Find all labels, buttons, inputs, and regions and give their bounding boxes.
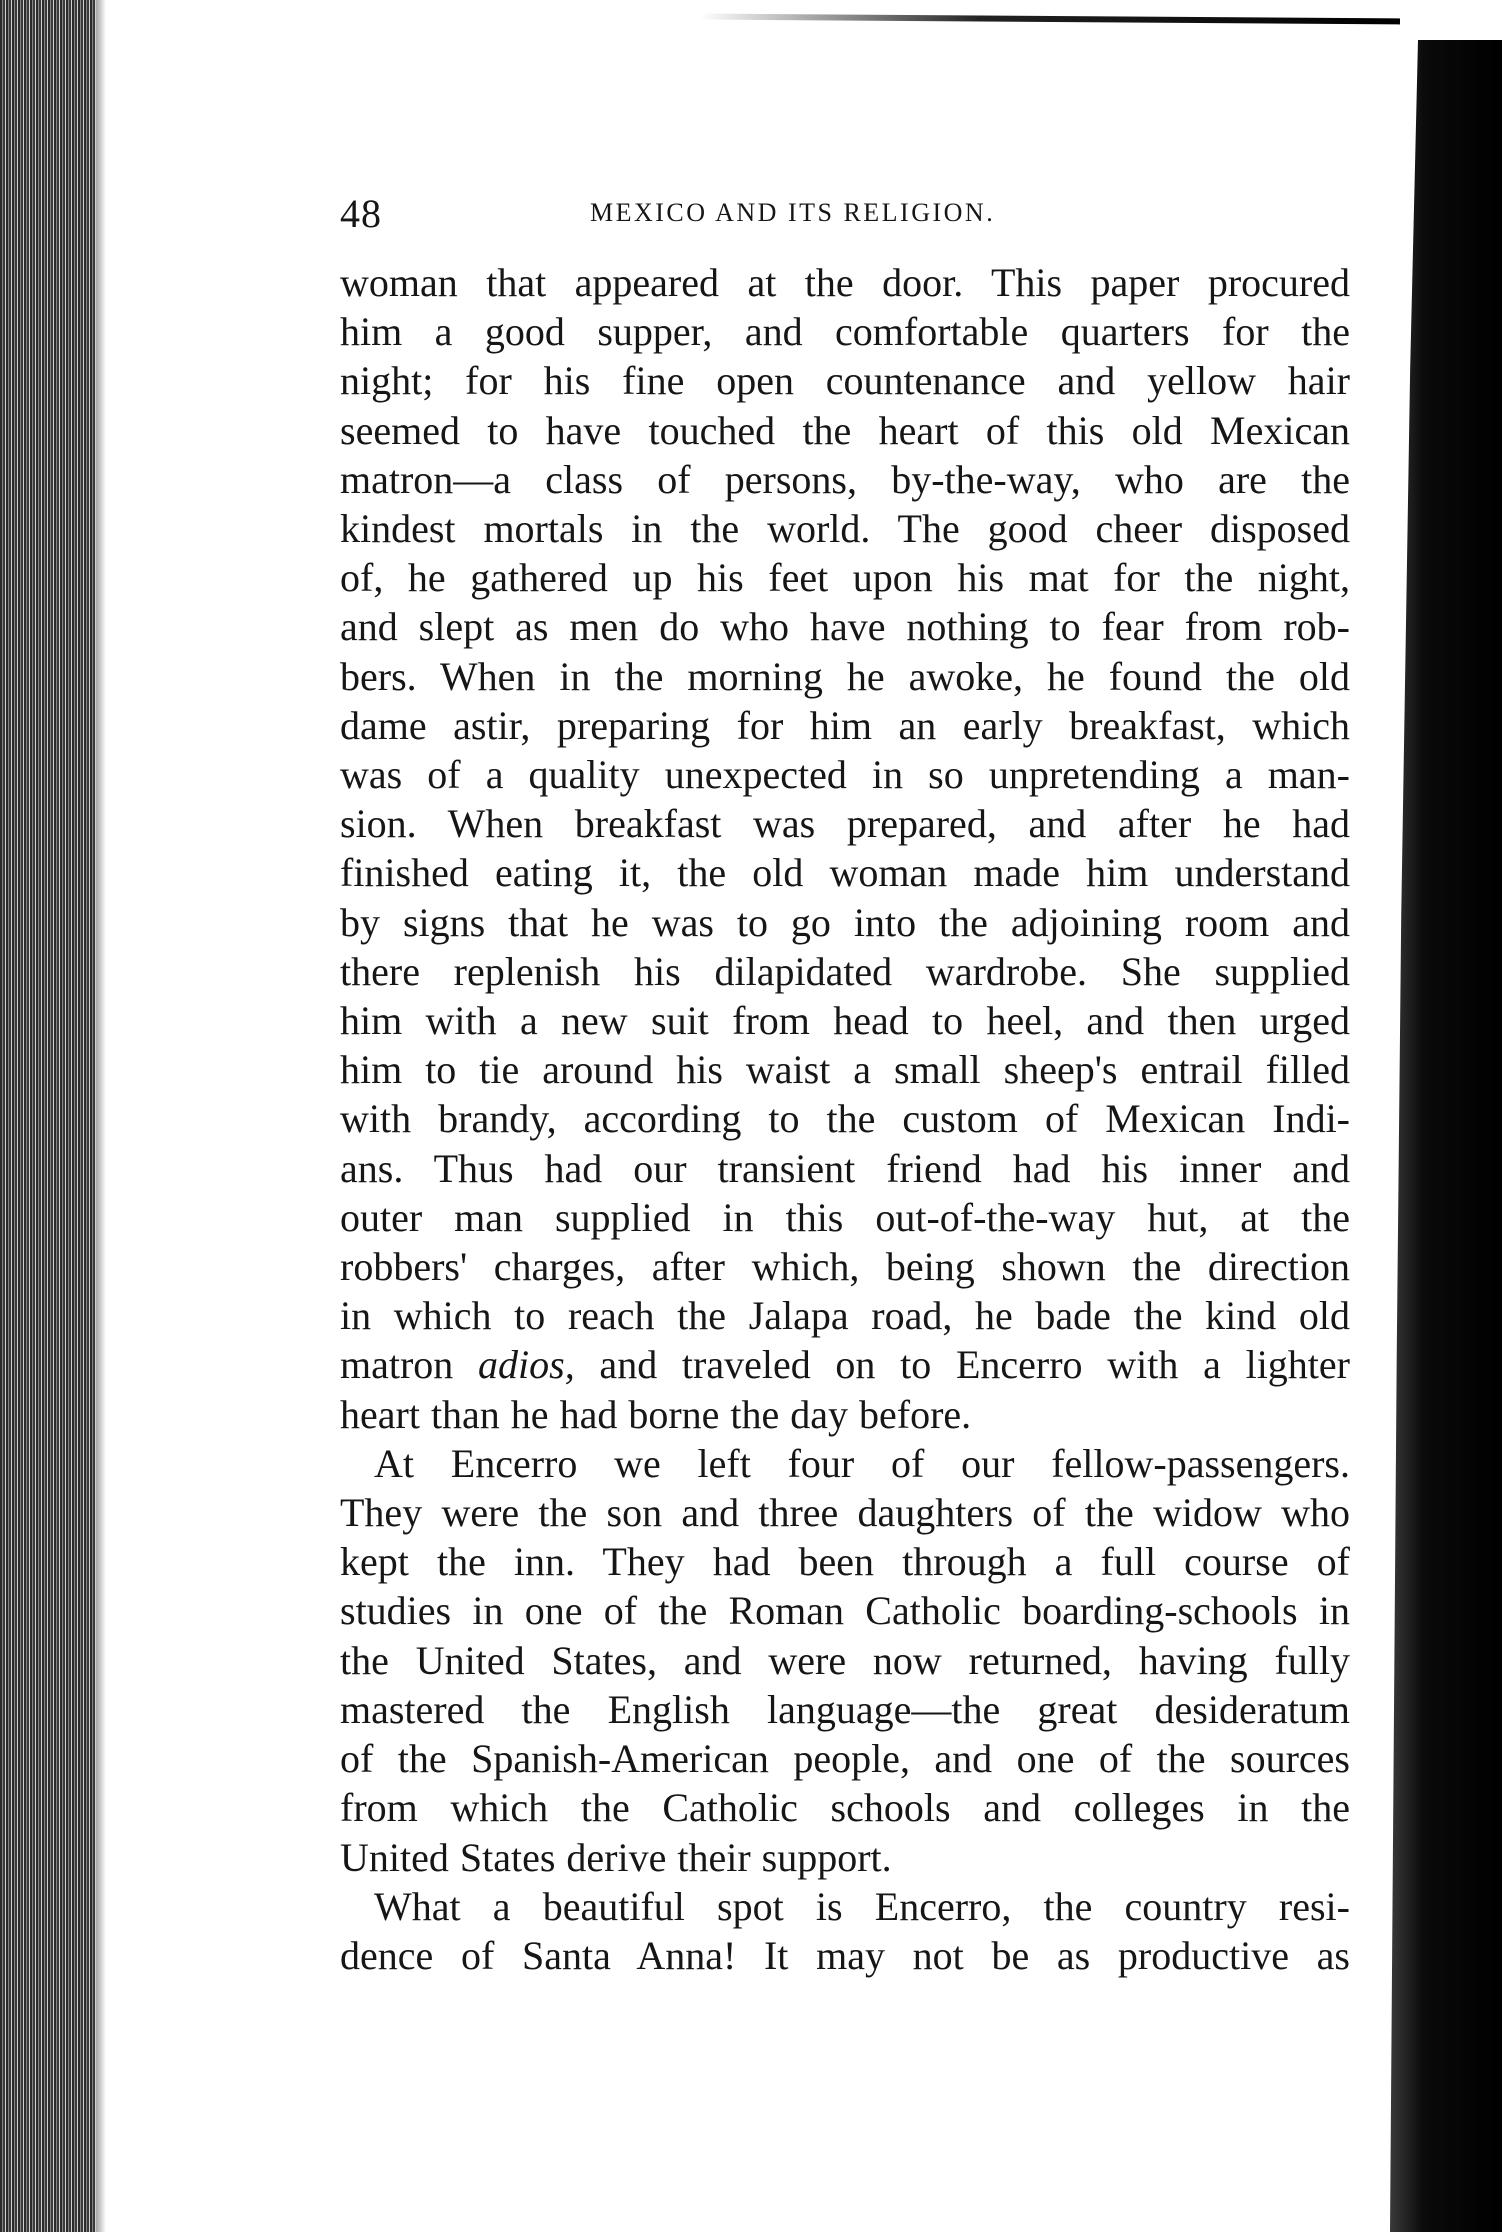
- text-line: They were the son and three daughters of the widow who: [340, 1490, 1350, 1536]
- text-line: outer man supplied in this out-of-the-way hut, at the: [340, 1194, 1350, 1240]
- text-line: was of a quality unexpected in so unpretending a man-: [340, 752, 1350, 798]
- text-line: night; for his fine open countenance and yellow hair: [340, 358, 1350, 404]
- binding-edge-shadow: [0, 0, 96, 2232]
- text-line: mastered the English language—the great desideratum: [340, 1686, 1350, 1732]
- text-line: kept the inn. They had been through a full course of: [340, 1539, 1350, 1585]
- text-line: and slept as men do who have nothing to fear from rob-: [340, 604, 1350, 650]
- book-page: [340, 190, 1350, 1980]
- text-line: bers. When in the morning he awoke, he found the old: [340, 653, 1350, 699]
- text-line: him a good supper, and comfortable quarters for the: [340, 309, 1350, 355]
- text-line: woman that appeared at the door. This paper procured: [340, 260, 1350, 305]
- page-edge-shadow: [1390, 40, 1502, 2232]
- text-line: sion. When breakfast was prepared, and after he had: [340, 801, 1350, 847]
- text-line: with brandy, according to the custom of Mexican Indi-: [340, 1096, 1350, 1142]
- text-line: the United States, and were now returned, having fully: [340, 1637, 1350, 1683]
- text-line: from which the Catholic schools and colleges in the: [340, 1785, 1350, 1831]
- body-text: [340, 258, 1350, 1980]
- text-line: seemed to have touched the heart of this old Mexican: [340, 407, 1350, 453]
- italic-word: adios,: [478, 1342, 575, 1388]
- text-line: At Encerro we left four of our fellow-passengers.: [374, 1440, 1350, 1486]
- text-line: him with a new suit from head to heel, and then urged: [340, 998, 1350, 1044]
- top-edge-shadow: [700, 14, 1400, 25]
- text-line: by signs that he was to go into the adjoining room and: [340, 899, 1350, 945]
- text-line: ans. Thus had our transient friend had his inner and: [340, 1145, 1350, 1191]
- text-line: in which to reach the Jalapa road, he bade the kind old: [340, 1293, 1350, 1339]
- text-line: matron—a class of persons, by-the-way, who are the: [340, 456, 1350, 502]
- paragraph-end-line: United States derive their support.: [340, 1834, 892, 1880]
- text-segment: matron: [340, 1342, 479, 1388]
- text-line-with-italic: [340, 1340, 1350, 1389]
- text-line: kindest mortals in the world. The good cheer disposed: [340, 506, 1350, 552]
- text-line: robbers' charges, after which, being shown the direction: [340, 1244, 1350, 1290]
- text-line: of the Spanish-American people, and one of the sources: [340, 1736, 1350, 1782]
- page-number: 48: [340, 191, 382, 236]
- text-line: dence of Santa Anna! It may not be as productive as: [340, 1932, 1350, 1978]
- text-line: there replenish his dilapidated wardrobe. She supplied: [340, 948, 1350, 994]
- paragraph-end-line: heart than he had borne the day before.: [340, 1391, 972, 1437]
- text-line: dame astir, preparing for him an early breakfast, which: [340, 702, 1350, 748]
- text-line: What a beautiful spot is Encerro, the country resi-: [374, 1883, 1350, 1929]
- running-head: [340, 190, 1350, 240]
- text-line: of, he gathered up his feet upon his mat for the night,: [340, 555, 1350, 601]
- text-line: finished eating it, the old woman made him understand: [340, 850, 1350, 896]
- running-title: MEXICO AND ITS RELIGION.: [590, 198, 996, 227]
- text-line: him to tie around his waist a small sheep's entrail filled: [340, 1047, 1350, 1093]
- text-segment: and traveled on to Encerro with a lighter: [574, 1342, 1350, 1388]
- text-line: studies in one of the Roman Catholic boarding-schools in: [340, 1588, 1350, 1634]
